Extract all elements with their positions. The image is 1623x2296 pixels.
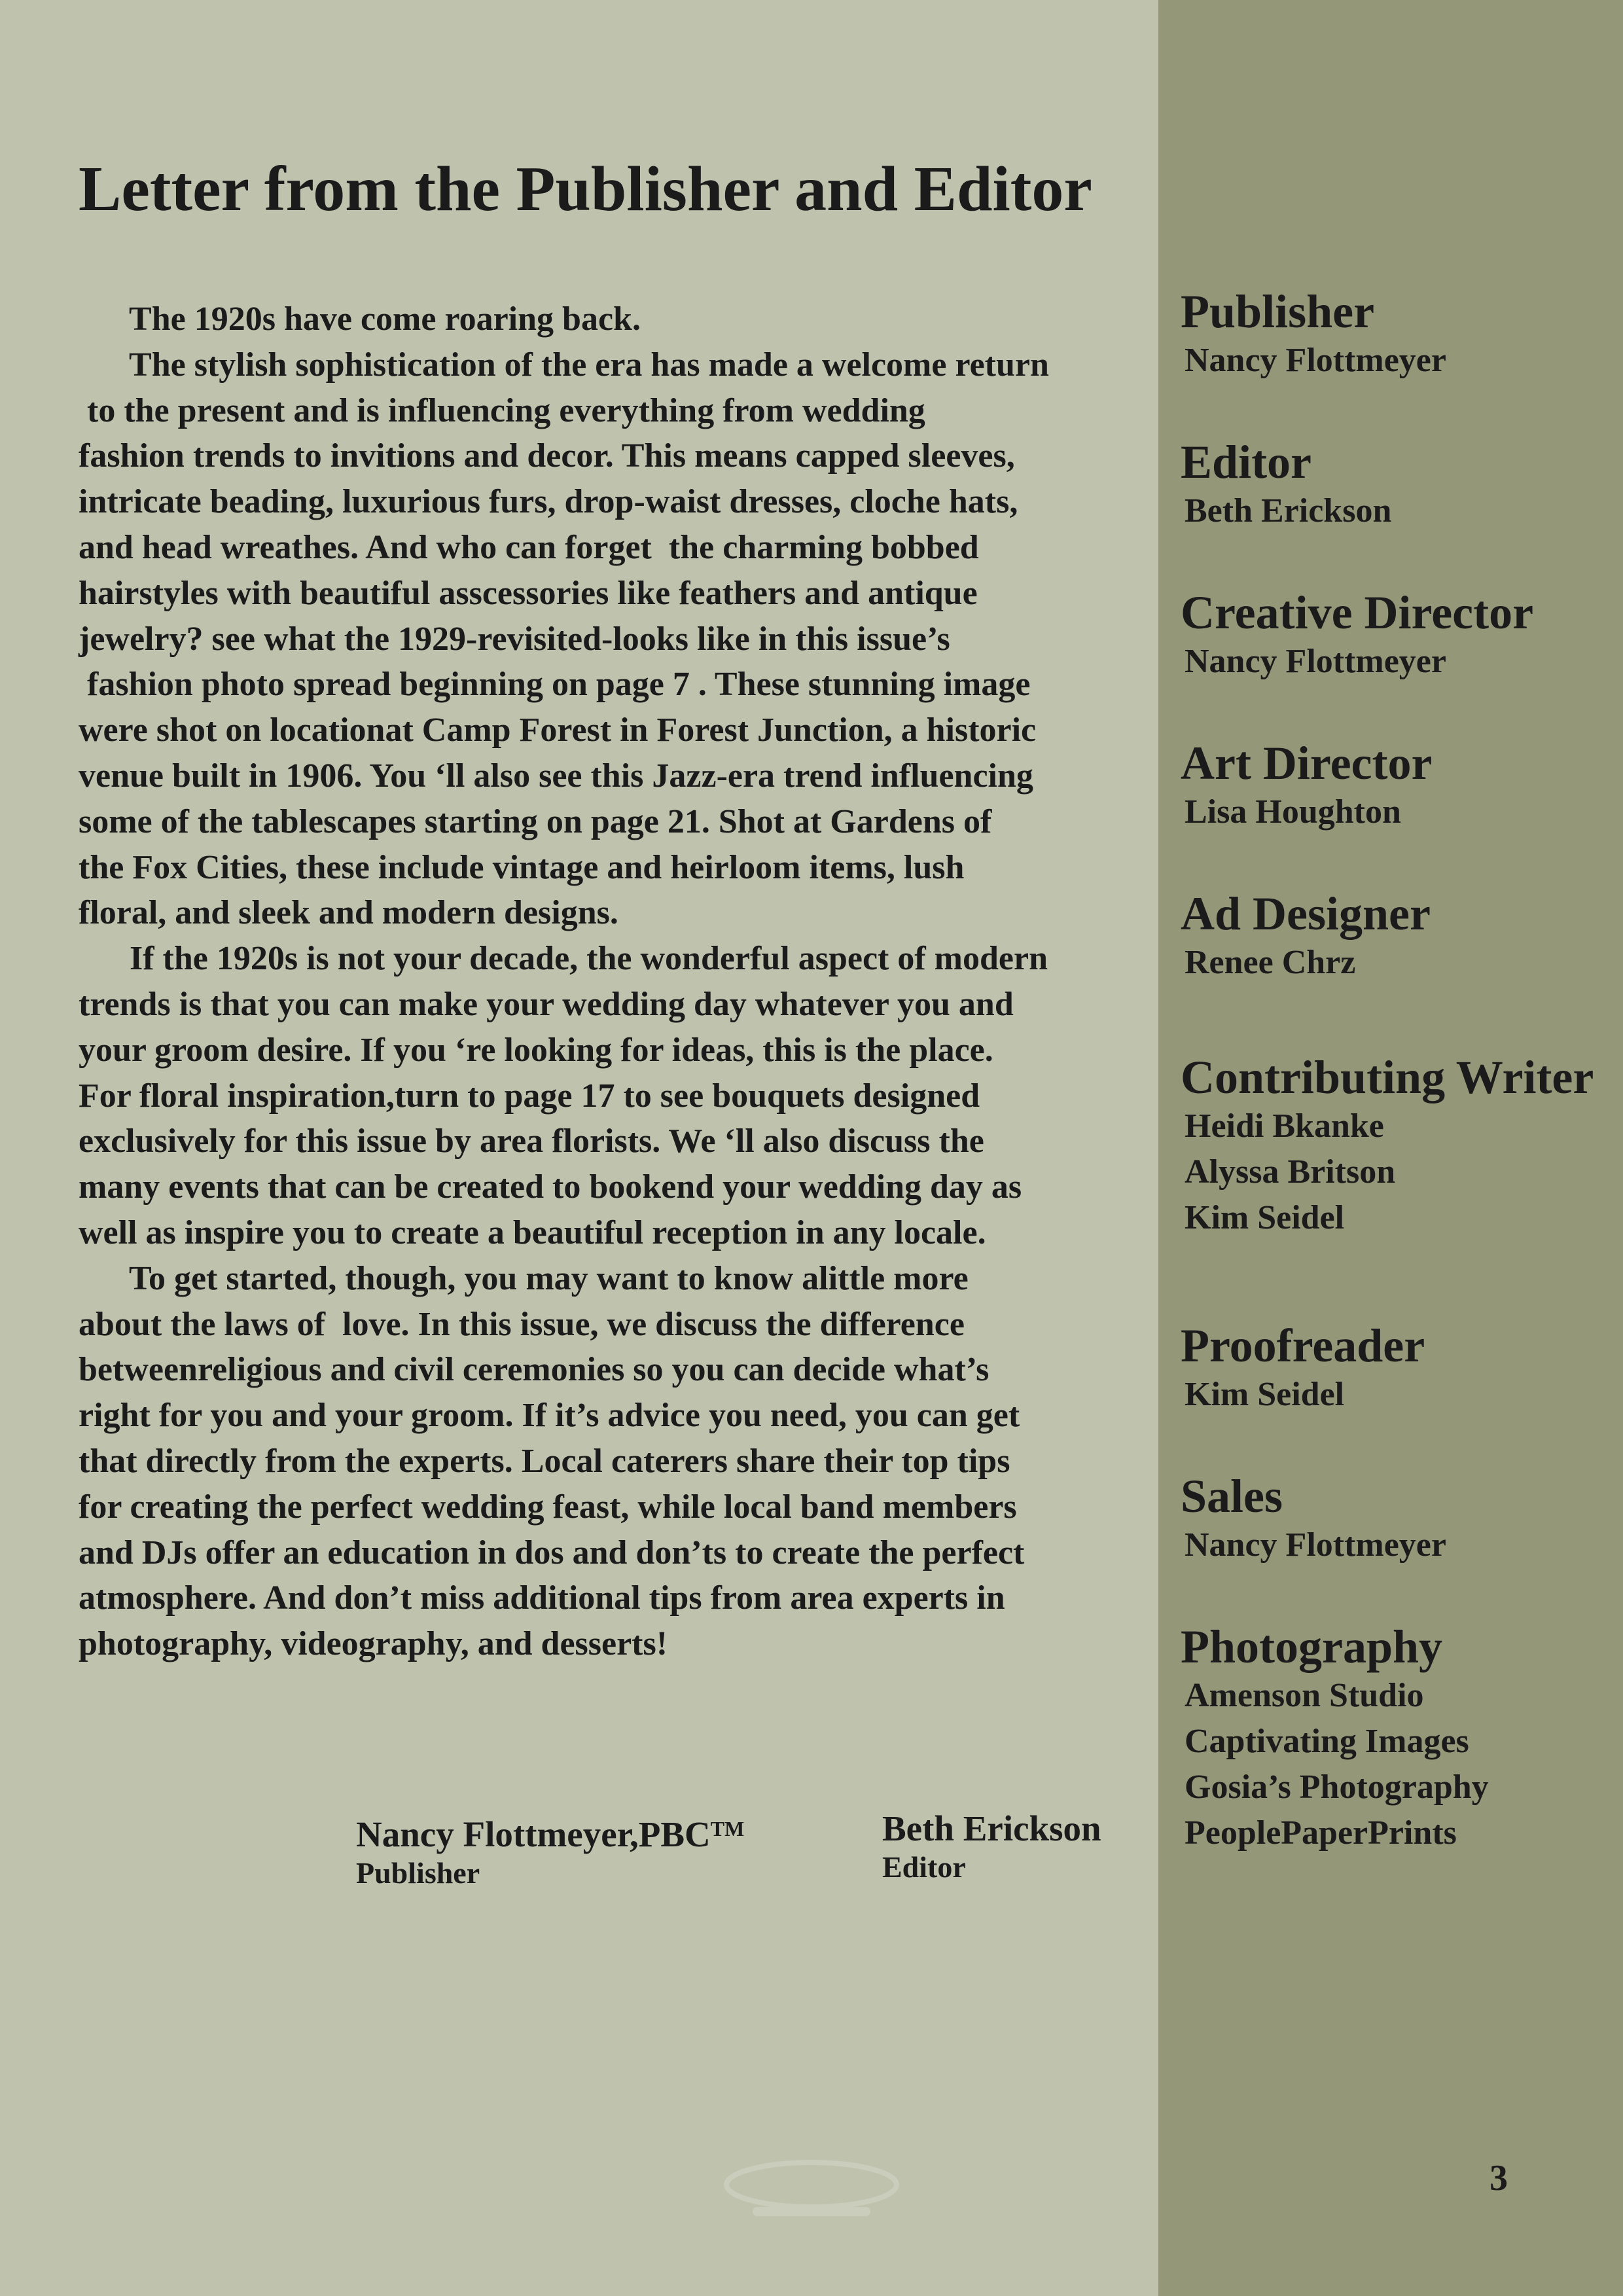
masthead-name: Captivating Images	[1185, 1723, 1469, 1760]
masthead-name: Kim Seidel	[1185, 1199, 1345, 1236]
body-line: fashion trends to invitions and decor. This means capped sleeves,	[79, 437, 1015, 475]
body-line: atmosphere. And don’t miss additional tips from area experts in	[79, 1579, 1005, 1617]
editor-signature	[882, 1808, 1101, 1885]
trademark-mark: TM	[710, 1817, 745, 1840]
masthead-ad-designer	[1181, 888, 1431, 986]
body-line: intricate beading, luxurious furs, drop-waist dresses, cloche hats,	[79, 483, 1018, 521]
body-line: well as inspire you to create a beautiful reception in any locale.	[79, 1213, 986, 1251]
body-line: exclusively for this issue by area florists. We ‘ll also discuss the	[79, 1122, 984, 1160]
masthead-name: Amenson Studio	[1185, 1677, 1424, 1714]
body-line: many events that can be created to bookend your wedding day as	[79, 1168, 1022, 1206]
body-line: were shot on locationat Camp Forest in Forest Junction, a historic	[79, 711, 1037, 749]
masthead-publisher	[1181, 285, 1446, 384]
publisher-signature-role: Publisher	[356, 1856, 480, 1890]
body-line: venue built in 1906. You ‘ll also see this Jazz-era trend influencing	[79, 757, 1033, 795]
masthead-proofreader	[1181, 1319, 1425, 1418]
masthead-editor	[1181, 436, 1391, 534]
masthead-art-director	[1181, 737, 1432, 835]
masthead-name: Beth Erickson	[1185, 492, 1392, 529]
body-line: for creating the perfect wedding feast, while local band members	[79, 1488, 1017, 1526]
masthead-name: Gosia’s Photography	[1185, 1768, 1489, 1806]
masthead-name: Nancy Flottmeyer	[1185, 1526, 1446, 1564]
masthead-heading: Proofreader	[1181, 1319, 1425, 1372]
body-line: right for you and your groom. If it’s advice you need, you can get	[79, 1397, 1020, 1435]
masthead-creative-director	[1181, 586, 1533, 685]
masthead-heading: Photography	[1181, 1621, 1443, 1673]
body-line: hairstyles with beautiful asscessories like feathers and antique	[79, 574, 978, 612]
body-line: For floral inspiration,turn to page 17 to see bouquets designed	[79, 1077, 980, 1115]
body-line: the Fox Cities, these include vintage and heirloom items, lush	[79, 848, 965, 886]
masthead-heading: Editor	[1181, 436, 1312, 488]
masthead-heading: Publisher	[1181, 285, 1375, 338]
body-line: and head wreathes. And who can forget the charming bobbed	[79, 528, 979, 566]
watermark-icon	[707, 2153, 916, 2225]
masthead-heading: Contributing Writer	[1181, 1051, 1594, 1103]
body-line: photography, videography, and desserts!	[79, 1625, 668, 1663]
body-line: some of the tablescapes starting on page 21. Shot at Gardens of	[79, 802, 992, 840]
masthead-photography	[1181, 1621, 1489, 1856]
body-line: To get started, though, you may want to know alittle more	[79, 1259, 969, 1297]
masthead-name: PeoplePaperPrints	[1185, 1814, 1457, 1852]
body-line: to the present and is influencing everything from wedding	[79, 391, 925, 429]
letter-body	[79, 296, 1165, 1667]
body-line: betweenreligious and civil ceremonies so you can decide what’s	[79, 1351, 990, 1389]
publisher-signature-name: Nancy Flottmeyer,PBC™	[356, 1814, 745, 1854]
body-line: If the 1920s is not your decade, the wonderful aspect of modern	[79, 940, 1048, 978]
page-title: Letter from the Publisher and Editor	[79, 154, 1092, 224]
masthead-contributing-writer	[1181, 1051, 1594, 1241]
masthead-name: Heidi Bkanke	[1185, 1107, 1384, 1145]
body-line: your groom desire. If you ‘re looking for ideas, this is the place.	[79, 1031, 993, 1069]
masthead-name: Lisa Houghton	[1185, 793, 1401, 831]
masthead-heading: Creative Director	[1181, 586, 1534, 639]
masthead-name: Kim Seidel	[1185, 1376, 1345, 1413]
page-number: 3	[1489, 2158, 1508, 2198]
publisher-signature	[356, 1808, 744, 1891]
body-line: The stylish sophistication of the era has made a welcome return	[79, 346, 1049, 384]
body-line: fashion photo spread beginning on page 7 . These stunning image	[79, 666, 1031, 704]
masthead-heading: Art Director	[1181, 737, 1433, 789]
masthead-name: Renee Chrz	[1185, 944, 1356, 981]
masthead-heading: Sales	[1181, 1470, 1283, 1522]
body-line: The 1920s have come roaring back.	[79, 300, 641, 338]
body-line: jewelry? see what the 1929-revisited-looks like in this issue’s	[79, 620, 950, 658]
editor-signature-name: Beth Erickson	[882, 1808, 1101, 1848]
body-line: about the laws of love. In this issue, we discuss the difference	[79, 1305, 965, 1343]
masthead-sales	[1181, 1470, 1446, 1568]
body-line: floral, and sleek and modern designs.	[79, 894, 618, 932]
body-line: that directly from the experts. Local caterers share their top tips	[79, 1442, 1010, 1480]
body-line: trends is that you can make your wedding day whatever you and	[79, 985, 1014, 1023]
editor-signature-role: Editor	[882, 1850, 966, 1884]
masthead-name: Nancy Flottmeyer	[1185, 342, 1446, 379]
body-line: and DJs offer an education in dos and don’ts to create the perfect	[79, 1534, 1025, 1571]
masthead-heading: Ad Designer	[1181, 888, 1431, 940]
masthead-name: Alyssa Britson	[1185, 1153, 1396, 1191]
masthead-name: Nancy Flottmeyer	[1185, 643, 1446, 680]
